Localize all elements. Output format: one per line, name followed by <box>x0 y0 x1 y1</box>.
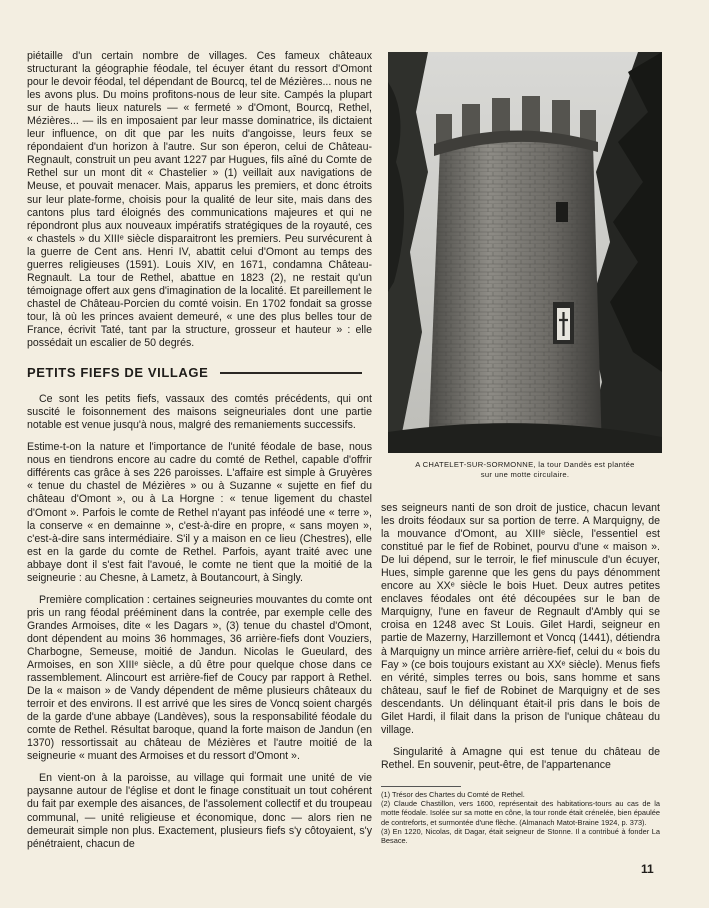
right-paragraph-1: ses seigneurs nanti de son droit de justice, chacun levant les droits féodaux sur sa portion de terre. A Marquigny, de la mouvance d'Omont, au XIIIᵉ siècle, l'essentiel est constitué par le fief de Robinet, pourvu d'une « maison ». De lui dépend, sur le terroir, le fief minuscule d'un écuyer, Hues, simple garenne que les gens du pays dénomment encore au XXᵉ siècle le bois Huet. Deux autres petites enclaves féodales ont été découpées sur le ban de Marquigny, l'une en faveur de Regnault d'Ambly qui se croisa en 1248 avec St Louis. Gilet Hardi, seigneur en partie de Mazerny, Harzillemont et Voncq (1441), détiendra à Marquigny un mince arrière arrière-fief, celui du « bois du Fay » (ce bois toujours existant au XXᵉ siècle). Menus fiefs en vérité, simples terres ou bois, sans homme et sans château, sauf le fief de Robinet de Marquigny et de ses descendants. Un délinquant était-il pris dans le bois de Gilet Hardi, il filait dans la prison de l'unique château du village. <box>381 502 660 736</box>
left-paragraph-3: Estime-t-on la nature et l'importance de l'unité féodale de base, nous nous en tiendrons encore au cadre du comté de Rethel, capable d'offrir différents cas grâce à ses 226 paroisses. L'affaire est simple à Gruyères « tenue du chastel de Mézières » ou à Suzanne « sujette en fief du château d'Omont », ou à La Horgne : « tenue ligement du chastel d'Omont ». Parfois le comte de Rethel n'ayant pas inféodé une « terre », la conserve « en demainne », c'est-à-dire en propre, « sans moyen », c'est-à-dire sans intermédiaire. S'il y a maison en ce lieu (Chestres), elle est en la garde du comte de Rethel. Parfois, ayant traité avec une abbaye dont il s'est fait l'avoué, le comte ne tient que la moitié de la seigneurie : au Chesne, à Lametz, à Boutancourt, à Singly. <box>27 441 372 584</box>
tower-illustration <box>388 52 662 453</box>
left-paragraph-4: Première complication : certaines seigneuries mouvantes du comte ont pris un rang féodal prééminent dans la contrée, par exemple celle des Grandes Armoises, dite « les Dagars », (3) tenue du chastel d'Omont, dont dépendent au moins 36 hommages, 36 arrière-fiefs dont Vouziers, Charbogne, Semeuse, moitié de Jandun. Nicolas le Gueulard, des Armoises, en son XIIIᵉ siècle, a dû être pour quelque chose dans ce rassemblement. Alincourt est arrière-fief de Coucy par rapport à Rethel. De la « maison » de Vandy dépendent de même plusieurs châteaux du terroir et des environs. Il est arrivé que les sires de Voncq soient chargés de la garde d'une abbaye (Landèves), sous la responsabilité féodale du comte de Rethel. Résultat baroque, quand la forte maison de Jandun (en 1370) ressortissait au château de Mézières et l'autre moitié de la seigneurie « muant des Armoises et du ressort d'Omont ». <box>27 593 372 763</box>
footnotes <box>381 790 660 845</box>
tower-photo <box>388 52 662 453</box>
caption-line-1: A CHATELET-SUR-SORMONNE, la tour Dandès est plantée <box>415 460 635 469</box>
section-rule <box>220 372 362 374</box>
footnote-divider <box>381 786 461 787</box>
caption-line-2: sur une motte circulaire. <box>480 470 570 479</box>
section-title-text: PETITS FIEFS DE VILLAGE <box>27 365 209 381</box>
left-paragraph-2: Ce sont les petits fiefs, vassaux des comtés précédents, qui ont suscité le foisonnement des maisons seigneuriales dont une partie notable est venue jusqu'à nous, malgré des remaniements successifs. <box>27 393 372 432</box>
left-paragraph-1: piétaille d'un certain nombre de villages. Ces fameux châteaux structurant la géographie féodale, tel écuyer étant du ressort d'Omont pour le devoir féodal, tel dépendant de Bourcq, tel de Mézières... nous ne les avons plus. Du moins profitons-nous de leur site. Campés la plupart sur de hauts lieux naturels — « fermeté » d'Omont, Bourcq, Rethel, Mézières... — ils en imposaient par leur masse dominatrice, ils dictaient leur influence, on dit que par les nuits d'angoisse, leurs feux se répondaient d'un horizon à l'autre. Sur son éperon, celui de Château-Regnault, construit un peu avant 1227 par Hugues, fils aîné du Comte de Rethel sur un mont dit « Chastelier » (1) veillait aux navigations de Meuse, et pouvait menacer. Mais, apparus les premiers, et donc étroits sur leur plate-forme, choisis pour la qualité de leur site, mais dans des cantons plus tard éloignés des communications majeures et qui ne répondront plus aux nouveaux impératifs stratégiques de la royauté, ces « chastels » du XIIIᵉ siècle disparaitront les premiers. Peu survécurent à la guerre de Cent ans. Henri IV, abattit celui d'Omont au temps des guerres religieuses (1591). Louis XIV, en 1671, condamna Château-Regnault. La tour de Rethel, abattue en 1823 (2), ne restait qu'un témoignage offert aux gens d'imagination de la localité. Et pareillement le chastel de Château-Porcien du comté voisin. En 1702 fondait sa grosse tour, là où les princes avaient demeuré, « une des plus belles tour de France, écrivit Taté, tant par la structure, grosseur et hauteur » : elle possédait un escalier de 50 degrés. <box>27 50 372 350</box>
right-paragraph-2: Singularité à Amagne qui est tenue du château de Rethel. En souvenir, peut-être, de l'appartenance <box>381 745 660 771</box>
right-column <box>381 502 660 781</box>
page-number: 11 <box>641 862 654 876</box>
left-paragraph-5: En vient-on à la paroisse, au village qui formait une unité de vie paysanne autour de l'église et dont le finage constituait un tout cohérent du fait par exemple des aisances, de l'assolement collectif et du troupeau communal, — unité religieuse et économique, donc — alors rien ne demeurait simple non plus. Exactement, plusieurs fiefs s'y côtoyaient, s'y pénétraient, chacun de <box>27 772 372 850</box>
footnote-2: (2) Claude Chastillon, vers 1600, représentait des habitations-tours au cas de la motte féodale. Isolée sur sa motte en cône, la tour ronde était crénelée, bien épaulée de contreforts, et surmontée d'une flèche. (Almanach Matot-Braine 1924, p. 373). <box>381 799 660 827</box>
footnote-1: (1) Trésor des Chartes du Comté de Rethel. <box>381 790 525 799</box>
left-column <box>27 50 372 860</box>
section-heading <box>27 366 372 379</box>
photo-caption <box>388 460 662 480</box>
footnote-3: (3) En 1220, Nicolas, dit Dagar, était seigneur de Stonne. Il a contribué à fonder La Besace. <box>381 826 660 846</box>
